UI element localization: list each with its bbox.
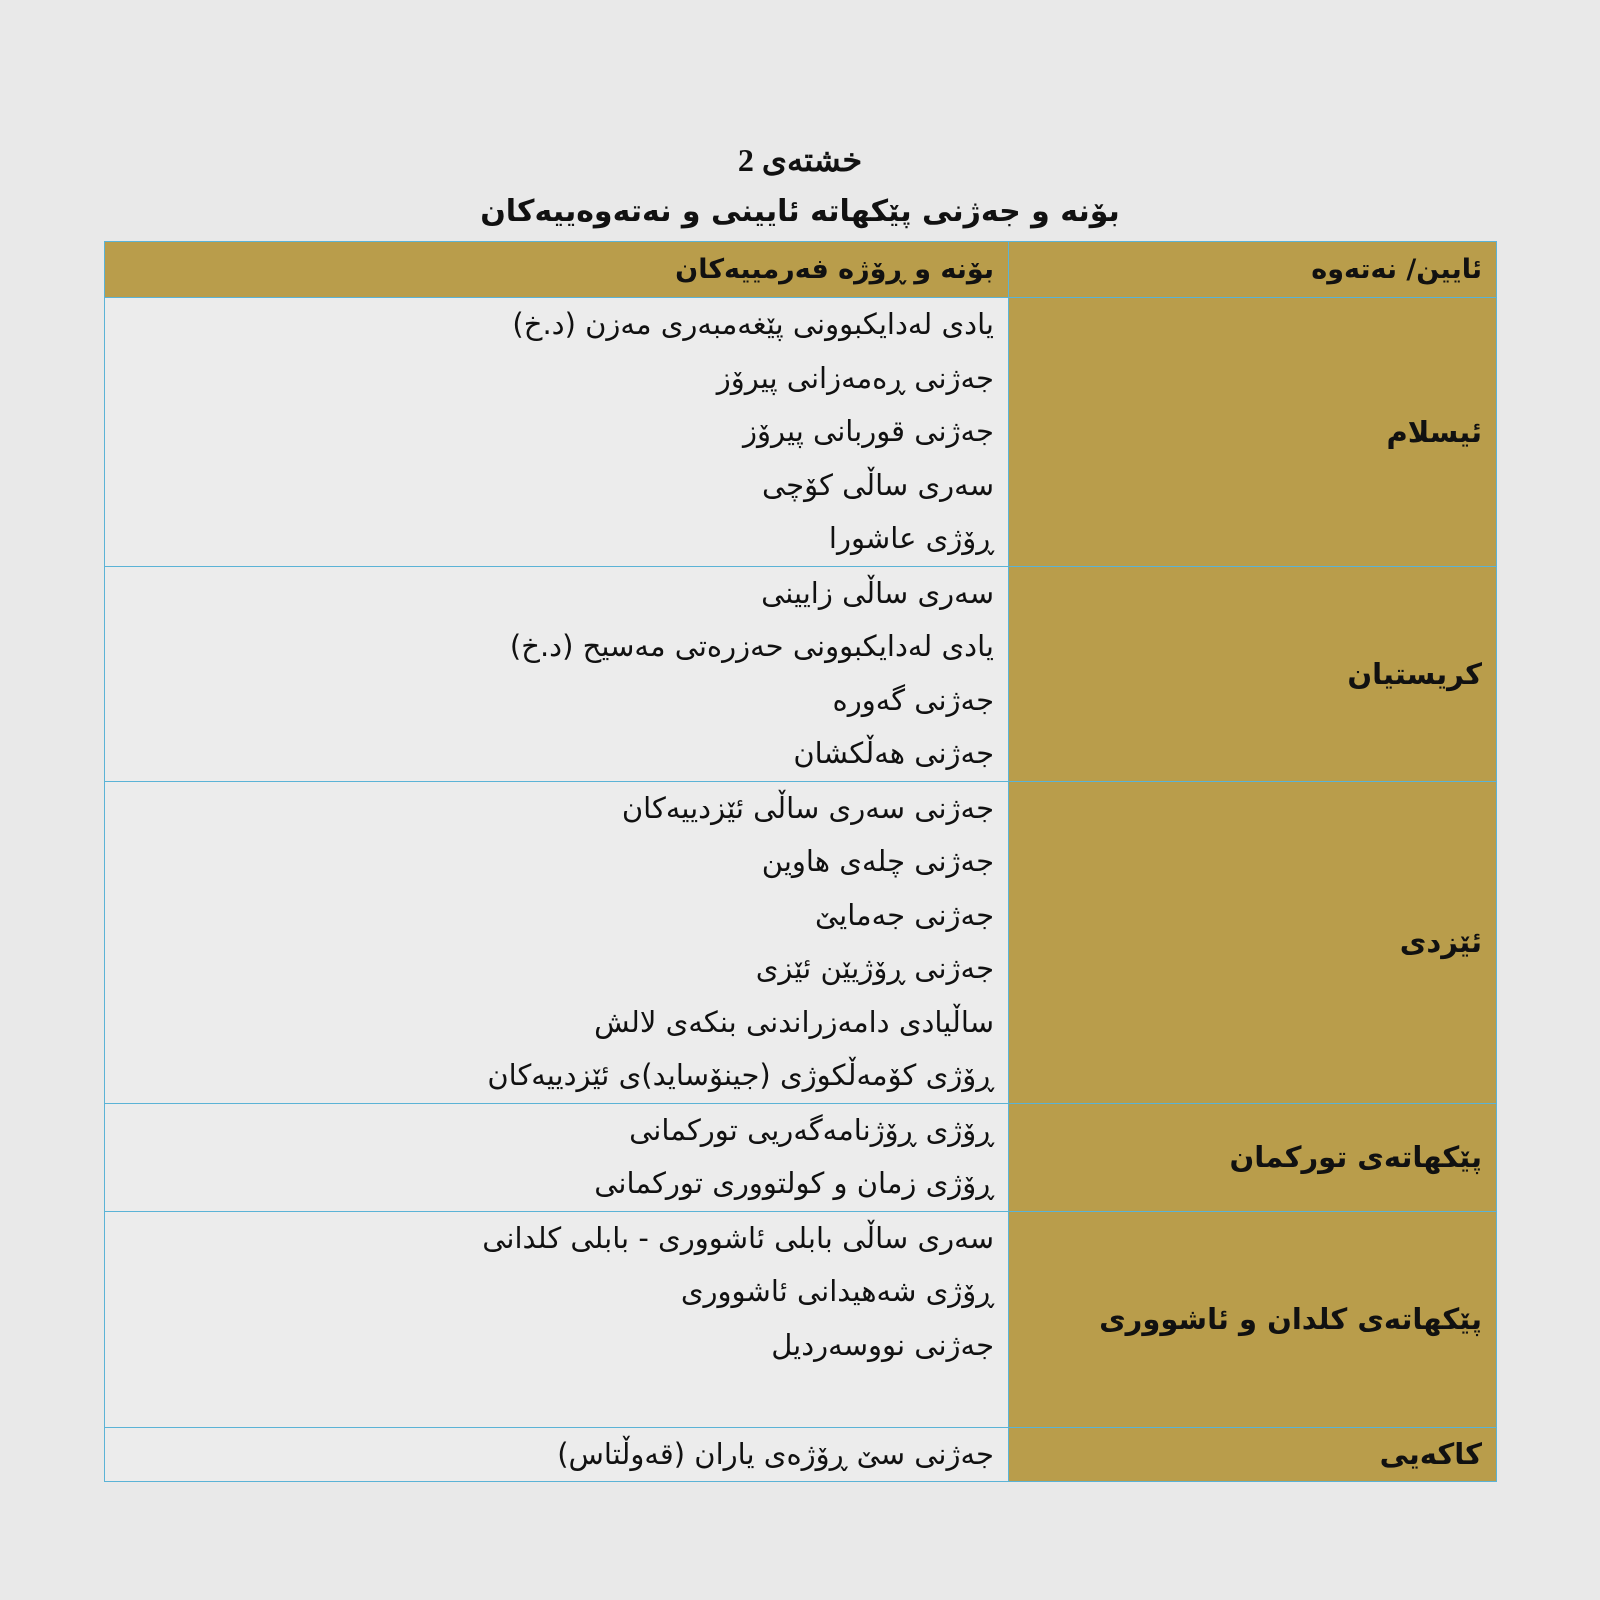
header-religion-nation: ئایین/ نەتەوە: [1009, 242, 1497, 298]
header-row: [105, 242, 1497, 298]
list-item: جەژنی چلەی هاوین: [761, 844, 994, 878]
group-cell: پێکهاتەی تورکمان: [1009, 1103, 1497, 1211]
group-cell: کاکەیی: [1009, 1427, 1497, 1482]
list-item: یادی لەدایکبوونی پێغەمبەری مەزن (د.خ): [512, 307, 994, 341]
list-item: سەری ساڵی بابلی ئاشووری - بابلی کلدانی: [482, 1220, 994, 1255]
group-cell: ئێزدی: [1009, 781, 1497, 1103]
table-row: [105, 566, 1497, 781]
list-item: ڕۆژی زمان و کولتووری تورکمانی: [594, 1166, 994, 1200]
group-cell: ئیسلام: [1009, 298, 1497, 567]
table-caption: [0, 134, 1600, 238]
list-item: جەژنی ڕۆژیێن ئێزی: [755, 951, 994, 985]
list-item: سەری ساڵی کۆچی: [761, 467, 994, 502]
list-item: جەژنی گەورە: [832, 682, 994, 717]
items-cell: [105, 298, 1009, 567]
list-item: ڕۆژی عاشورا: [828, 521, 994, 555]
items-cell: [105, 1427, 1009, 1482]
list-item: جەژنی سێ ڕۆژەی یاران (قەوڵتاس): [557, 1436, 994, 1471]
list-item: یادی لەدایکبوونی حەزرەتی مەسیح (د.خ): [509, 629, 994, 663]
group-cell: کریستیان: [1009, 566, 1497, 781]
items-cell: [105, 781, 1009, 1103]
list-item: جەژنی هەڵکشان: [793, 736, 994, 770]
list-item: ڕۆژی کۆمەڵکوژی (جینۆساید)ی ئێزدییەکان: [487, 1058, 994, 1092]
list-item: جەژنی جەمایێ: [814, 897, 994, 932]
table-row: [105, 1103, 1497, 1211]
table-row: [105, 1427, 1497, 1482]
table-row: [105, 1211, 1497, 1427]
list-item: ڕۆژی شەهیدانی ئاشووری: [680, 1274, 994, 1308]
table-number-title: خشتەی 2: [737, 142, 863, 178]
items-cell: [105, 1211, 1009, 1427]
list-item: سەری ساڵی زایینی: [761, 575, 994, 610]
list-item: ڕۆژی ڕۆژنامەگەریی تورکمانی: [629, 1112, 994, 1147]
header-official-days: بۆنە و ڕۆژە فەرمییەکان: [105, 242, 1009, 298]
items-cell: [105, 1103, 1009, 1211]
group-cell: پێکهاتەی کلدان و ئاشووری: [1009, 1211, 1497, 1427]
holidays-table: [104, 241, 1497, 1482]
list-item: جەژنی قوربانی پیرۆز: [743, 414, 994, 448]
list-item: جەژنی نووسەردیل: [771, 1327, 994, 1362]
table-title: بۆنە و جەژنی پێکهاتە ئایینی و نەتەوەییەکان: [480, 194, 1120, 229]
list-item: جەژنی سەری ساڵی ئێزدییەکان: [621, 790, 994, 825]
table-row: [105, 298, 1497, 567]
list-item: ساڵیادی دامەزراندنی بنکەی لالش: [594, 1004, 994, 1039]
items-cell: [105, 566, 1009, 781]
table-row: [105, 781, 1497, 1103]
list-item: جەژنی ڕەمەزانی پیرۆز: [716, 360, 994, 395]
